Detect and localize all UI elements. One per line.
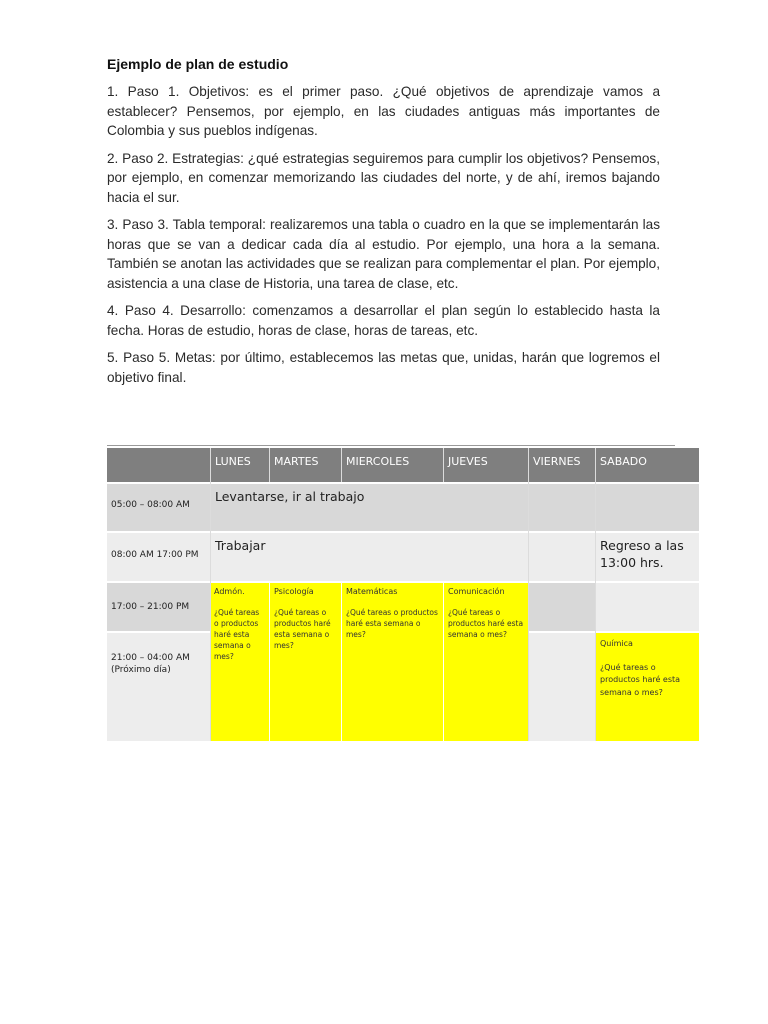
- header-miercoles: MIERCOLES: [341, 448, 443, 482]
- column-divider: [595, 448, 596, 741]
- header-lunes: LUNES: [210, 448, 269, 482]
- viernes-row-4: [529, 633, 595, 741]
- question-martes: ¿Qué tareas o productos haré esta semana o mes?: [274, 607, 331, 650]
- column-divider: [210, 448, 211, 741]
- document-body: [107, 56, 660, 395]
- subject-cell-sabado: [596, 633, 699, 741]
- time-row-4-range: 21:00 – 04:00 AM: [111, 653, 190, 663]
- column-divider: [341, 448, 342, 482]
- question-miercoles: ¿Qué tareas o productos haré esta semana o mes?: [346, 607, 438, 639]
- subject-cell-jueves: [444, 583, 528, 741]
- time-row-3: 17:00 – 21:00 PM: [107, 583, 210, 631]
- header-jueves: JUEVES: [443, 448, 528, 482]
- question-sabado: ¿Qué tareas o productos haré esta semana o mes?: [600, 662, 681, 697]
- sabado-row-3: [596, 583, 699, 631]
- header-viernes: VIERNES: [528, 448, 595, 482]
- table-top-rule: [107, 445, 675, 446]
- row-1-activity: Levantarse, ir al trabajo: [210, 484, 699, 531]
- subject-jueves: Comunicación: [448, 587, 505, 596]
- paragraph-step-5: 5. Paso 5. Metas: por último, establecemos las metas que, unidas, harán que logremos el objetivo final.: [107, 350, 660, 385]
- header-corner: [107, 448, 210, 482]
- subject-cell-miercoles: [342, 583, 443, 741]
- row-2-saturday: Regreso a las 13:00 hrs.: [595, 533, 699, 581]
- subject-cell-lunes: [210, 583, 269, 741]
- viernes-row-3: [529, 583, 595, 631]
- schedule-table: [107, 445, 699, 741]
- header-sabado: SABADO: [595, 448, 699, 482]
- paragraph-step-3: 3. Paso 3. Tabla temporal: realizaremos una tabla o cuadro en la que se implementarán las horas que se van a dedicar cada día al estudio. Por ejemplo, una hora a la semana. También se anotan las actividades que se realizan para complementar el plan. Por ejemplo, asistencia a una clase de Historia, una tarea de clase, etc.: [107, 217, 660, 291]
- row-2-activity: Trabajar: [210, 533, 595, 581]
- header-martes: MARTES: [269, 448, 341, 482]
- time-row-1: 05:00 – 08:00 AM: [107, 484, 210, 531]
- subject-sabado: Química: [600, 639, 633, 648]
- column-divider: [269, 448, 270, 482]
- paragraph-step-2: 2. Paso 2. Estrategias: ¿qué estrategias seguiremos para cumplir los objetivos? Pensemos, por ejemplo, en comenzar memorizando las ciudades del norte, y de ahí, iremos bajando hacia el sur.: [107, 150, 660, 205]
- document-title: Ejemplo de plan de estudio: [107, 56, 289, 72]
- subject-martes: Psicología: [274, 587, 314, 596]
- paragraph-step-1: 1. Paso 1. Objetivos: es el primer paso. ¿Qué objetivos de aprendizaje vamos a establecer? Pensemos, por ejemplo, en las ciudades antiguas más importantes de Colombia y sus pueblos indígenas.: [107, 84, 660, 138]
- question-lunes: ¿Qué tareas o productos haré esta semana o mes?: [214, 607, 260, 661]
- subject-miercoles: Matemáticas: [346, 587, 398, 596]
- column-divider: [443, 448, 444, 482]
- time-row-2: 08:00 AM 17:00 PM: [107, 533, 210, 581]
- time-row-4-note: (Próximo día): [111, 665, 171, 675]
- paragraph-step-4: 4. Paso 4. Desarrollo: comenzamos a desarrollar el plan según lo establecido hasta la fecha. Horas de estudio, horas de clase, horas de tareas, etc.: [107, 303, 660, 338]
- column-divider: [528, 448, 529, 741]
- subject-lunes: Admón.: [214, 587, 245, 596]
- subject-cell-martes: [270, 583, 341, 741]
- question-jueves: ¿Qué tareas o productos haré esta semana o mes?: [448, 607, 524, 639]
- time-row-4: [107, 633, 210, 741]
